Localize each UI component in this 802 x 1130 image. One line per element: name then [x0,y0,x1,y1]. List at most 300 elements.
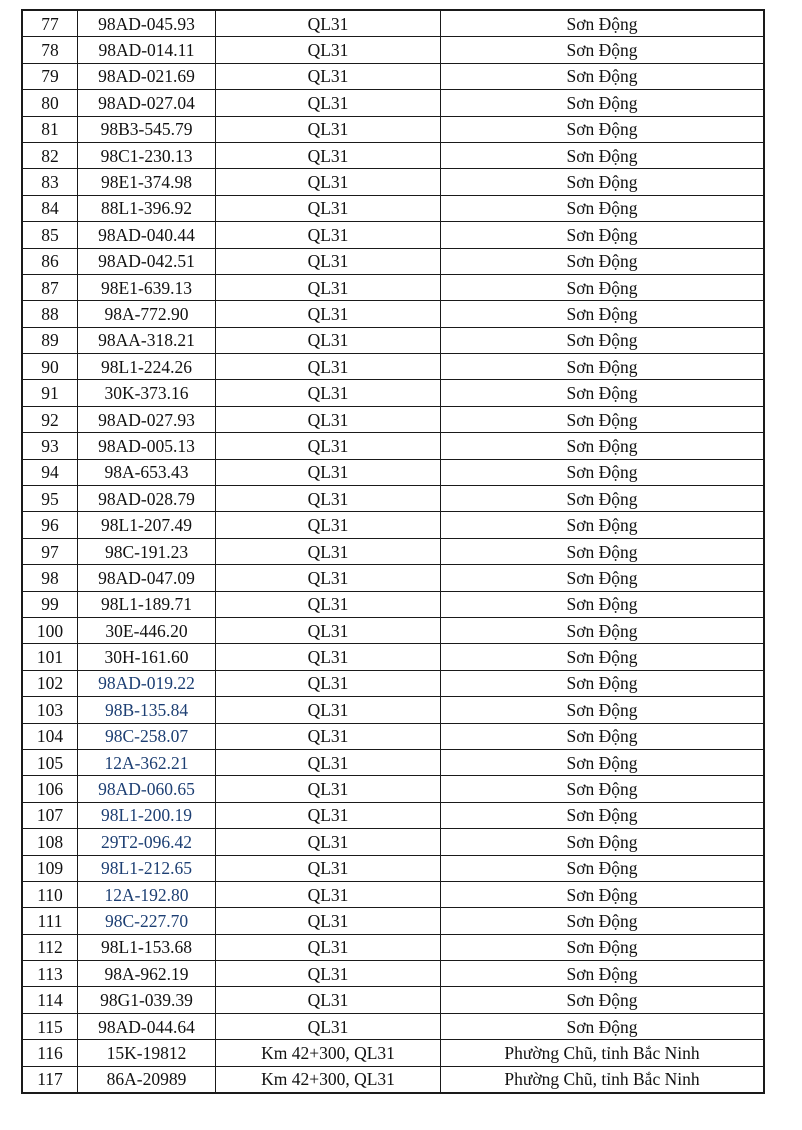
row-number-cell [22,459,78,485]
area-cell [441,222,765,248]
row-number-text: 103 [36,699,64,720]
location-text: QL31 [307,13,349,34]
area-cell [441,1066,765,1093]
license-plate-cell [78,274,216,300]
area-cell [441,512,765,538]
area-text: Sơn Động [566,356,638,377]
license-plate-cell [78,406,216,432]
area-text: Sơn Động [566,409,638,430]
table-row [22,459,764,485]
table-row [22,829,764,855]
location-cell [216,723,441,749]
table-row [22,749,764,775]
license-plate-cell [78,670,216,696]
row-number-text: 90 [41,356,59,377]
row-number-text: 104 [36,726,64,747]
license-plate-text: 98AD-042.51 [98,251,195,272]
location-cell [216,1040,441,1066]
row-number-text: 117 [37,1069,63,1090]
location-cell [216,459,441,485]
row-number-cell [22,380,78,406]
area-text: Sơn Động [566,620,638,641]
location-cell [216,512,441,538]
license-plate-text: 98A-772.90 [104,303,189,324]
row-number-cell [22,749,78,775]
row-number-cell [22,169,78,195]
area-cell [441,961,765,987]
area-text: Phường Chũ, tỉnh Bắc Ninh [504,1042,700,1063]
location-text: QL31 [307,277,349,298]
license-plate-cell [78,37,216,63]
location-text: QL31 [307,594,349,615]
table-row [22,354,764,380]
table-row [22,486,764,512]
area-text: Sơn Động [566,963,638,984]
table-row [22,617,764,643]
table-row [22,1013,764,1039]
license-plate-cell [78,908,216,934]
license-plate-text: 12A-362.21 [104,752,189,773]
area-cell [441,987,765,1013]
location-text: QL31 [307,910,349,931]
location-text: Km 42+300, QL31 [261,1069,395,1090]
table-row [22,1066,764,1093]
location-cell [216,565,441,591]
row-number-cell [22,908,78,934]
license-plate-text: 98AD-027.93 [98,409,195,430]
row-number-text: 92 [41,409,59,430]
area-cell [441,10,765,37]
area-text: Sơn Động [566,303,638,324]
table-row [22,1040,764,1066]
table-row [22,670,764,696]
license-plate-text: 98AD-047.09 [98,567,195,588]
row-number-cell [22,274,78,300]
location-text: QL31 [307,752,349,773]
license-plate-cell [78,354,216,380]
row-number-cell [22,591,78,617]
location-text: QL31 [307,620,349,641]
license-plate-text: 98L1-224.26 [101,356,192,377]
row-number-cell [22,10,78,37]
location-text: QL31 [307,330,349,351]
table-row [22,222,764,248]
area-text: Sơn Động [566,251,638,272]
location-text: QL31 [307,119,349,140]
license-plate-text: 98AD-005.13 [98,435,195,456]
license-plate-text: 98AD-045.93 [98,13,195,34]
license-plate-cell [78,961,216,987]
license-plate-cell [78,142,216,168]
table-row [22,195,764,221]
location-text: QL31 [307,541,349,562]
table-row [22,881,764,907]
license-plate-text: 30H-161.60 [104,647,189,668]
location-cell [216,776,441,802]
row-number-cell [22,63,78,89]
license-plate-text: 98E1-639.13 [101,277,192,298]
location-text: QL31 [307,224,349,245]
location-cell [216,538,441,564]
license-plate-text: 88L1-396.92 [101,198,192,219]
area-cell [441,697,765,723]
area-cell [441,829,765,855]
location-cell [216,961,441,987]
location-cell [216,169,441,195]
table-row [22,934,764,960]
license-plate-cell [78,1040,216,1066]
row-number-text: 102 [36,673,64,694]
row-number-cell [22,961,78,987]
license-plate-text: 98L1-153.68 [101,937,192,958]
row-number-text: 96 [41,515,59,536]
location-cell [216,881,441,907]
area-text: Sơn Động [566,462,638,483]
location-text: QL31 [307,858,349,879]
area-text: Sơn Động [566,383,638,404]
row-number-text: 86 [41,251,59,272]
table-row [22,802,764,828]
license-plate-text: 98AD-040.44 [98,224,195,245]
row-number-cell [22,195,78,221]
location-text: QL31 [307,435,349,456]
area-cell [441,670,765,696]
table-row [22,855,764,881]
location-cell [216,37,441,63]
license-plate-text: 98B-135.84 [104,699,189,720]
area-cell [441,908,765,934]
license-plate-cell [78,855,216,881]
row-number-cell [22,327,78,353]
row-number-cell [22,406,78,432]
table-row [22,248,764,274]
area-text: Sơn Động [566,40,638,61]
area-cell [441,169,765,195]
row-number-text: 77 [41,13,59,34]
location-text: QL31 [307,726,349,747]
row-number-cell [22,1013,78,1039]
table-row [22,538,764,564]
license-plate-text: 12A-192.80 [104,884,189,905]
location-text: QL31 [307,963,349,984]
license-plate-text: 98C-227.70 [104,910,189,931]
area-cell [441,749,765,775]
location-cell [216,380,441,406]
license-plate-text: 98B3-545.79 [100,119,193,140]
license-plate-text: 98AA-318.21 [98,330,195,351]
license-plate-cell [78,63,216,89]
table-row [22,961,764,987]
area-cell [441,274,765,300]
table-row [22,327,764,353]
location-cell [216,433,441,459]
table-row [22,142,764,168]
location-text: QL31 [307,488,349,509]
license-plate-cell [78,723,216,749]
area-cell [441,116,765,142]
area-text: Sơn Động [566,515,638,536]
row-number-text: 97 [41,541,59,562]
row-number-text: 94 [41,462,59,483]
license-plate-cell [78,90,216,116]
area-text: Sơn Động [566,119,638,140]
row-number-text: 93 [41,435,59,456]
location-cell [216,697,441,723]
license-plate-cell [78,459,216,485]
location-cell [216,116,441,142]
location-text: QL31 [307,462,349,483]
license-plate-cell [78,433,216,459]
location-cell [216,274,441,300]
row-number-text: 107 [36,805,64,826]
row-number-text: 108 [36,831,64,852]
area-text: Sơn Động [566,858,638,879]
area-text: Sơn Động [566,805,638,826]
area-text: Sơn Động [566,198,638,219]
license-plate-cell [78,248,216,274]
table-row [22,512,764,538]
license-plate-text: 98A-653.43 [104,462,189,483]
row-number-cell [22,802,78,828]
license-plate-cell [78,591,216,617]
area-cell [441,538,765,564]
license-plate-cell [78,486,216,512]
area-text: Sơn Động [566,831,638,852]
location-cell [216,802,441,828]
location-text: QL31 [307,831,349,852]
row-number-cell [22,116,78,142]
area-text: Sơn Động [566,594,638,615]
location-text: QL31 [307,92,349,113]
area-text: Sơn Động [566,567,638,588]
location-text: QL31 [307,673,349,694]
row-number-cell [22,697,78,723]
license-plate-cell [78,565,216,591]
location-text: QL31 [307,647,349,668]
location-cell [216,829,441,855]
area-text: Sơn Động [566,990,638,1011]
location-text: QL31 [307,937,349,958]
location-text: QL31 [307,805,349,826]
row-number-text: 114 [37,990,63,1011]
area-cell [441,195,765,221]
license-plate-text: 86A-20989 [106,1069,187,1090]
location-cell [216,1013,441,1039]
row-number-text: 83 [41,172,59,193]
row-number-cell [22,142,78,168]
row-number-cell [22,855,78,881]
location-cell [216,195,441,221]
area-text: Sơn Động [566,488,638,509]
row-number-cell [22,222,78,248]
table-row [22,723,764,749]
area-text: Sơn Động [566,910,638,931]
row-number-text: 85 [41,224,59,245]
location-cell [216,10,441,37]
area-text: Sơn Động [566,884,638,905]
area-text: Sơn Động [566,92,638,113]
area-cell [441,644,765,670]
license-plate-cell [78,1013,216,1039]
area-cell [441,617,765,643]
license-plate-text: 29T2-096.42 [101,831,192,852]
area-cell [441,881,765,907]
table-body [22,10,764,1093]
location-cell [216,222,441,248]
row-number-text: 112 [37,937,63,958]
row-number-text: 113 [37,963,63,984]
license-plate-text: 98L1-212.65 [101,858,192,879]
table-row [22,380,764,406]
area-cell [441,565,765,591]
area-cell [441,1013,765,1039]
area-cell [441,802,765,828]
row-number-cell [22,829,78,855]
license-plate-cell [78,301,216,327]
license-plate-cell [78,697,216,723]
location-cell [216,1066,441,1093]
row-number-text: 115 [37,1016,63,1037]
area-text: Sơn Động [566,435,638,456]
row-number-cell [22,644,78,670]
row-number-cell [22,881,78,907]
area-text: Sơn Động [566,726,638,747]
table-row [22,565,764,591]
license-plate-cell [78,934,216,960]
location-cell [216,406,441,432]
row-number-cell [22,776,78,802]
row-number-cell [22,934,78,960]
row-number-cell [22,354,78,380]
location-cell [216,63,441,89]
location-text: QL31 [307,40,349,61]
area-cell [441,63,765,89]
area-cell [441,591,765,617]
row-number-text: 101 [36,647,64,668]
area-text: Sơn Động [566,541,638,562]
location-text: QL31 [307,383,349,404]
location-cell [216,486,441,512]
table-row [22,406,764,432]
license-plate-text: 98C-191.23 [104,541,189,562]
row-number-text: 110 [37,884,63,905]
license-plate-text: 30E-446.20 [105,620,188,641]
location-text: QL31 [307,303,349,324]
area-cell [441,90,765,116]
location-cell [216,934,441,960]
row-number-text: 89 [41,330,59,351]
area-text: Phường Chũ, tỉnh Bắc Ninh [504,1069,700,1090]
row-number-cell [22,538,78,564]
row-number-text: 98 [41,567,59,588]
row-number-text: 80 [41,92,59,113]
table-row [22,697,764,723]
row-number-cell [22,37,78,63]
area-cell [441,142,765,168]
location-cell [216,855,441,881]
license-plate-cell [78,222,216,248]
license-plate-text: 98AD-060.65 [98,779,195,800]
location-cell [216,591,441,617]
area-cell [441,723,765,749]
location-text: QL31 [307,1016,349,1037]
area-cell [441,248,765,274]
location-text: QL31 [307,409,349,430]
row-number-text: 111 [37,910,63,931]
table-row [22,169,764,195]
table-row [22,274,764,300]
area-cell [441,855,765,881]
area-text: Sơn Động [566,145,638,166]
location-cell [216,90,441,116]
license-plate-text: 98L1-189.71 [101,594,192,615]
location-text: QL31 [307,172,349,193]
license-plate-cell [78,169,216,195]
location-text: QL31 [307,515,349,536]
license-plate-text: 98G1-039.39 [100,990,193,1011]
license-plate-text: 98AD-027.04 [98,92,195,113]
row-number-cell [22,433,78,459]
location-cell [216,670,441,696]
license-plate-text: 30K-373.16 [104,383,189,404]
license-plate-text: 15K-19812 [106,1042,187,1063]
location-cell [216,908,441,934]
table-row [22,433,764,459]
license-plate-cell [78,776,216,802]
area-cell [441,301,765,327]
area-cell [441,459,765,485]
area-cell [441,776,765,802]
area-cell [441,37,765,63]
area-cell [441,934,765,960]
row-number-cell [22,723,78,749]
violations-table [21,9,765,1094]
license-plate-text: 98AD-021.69 [98,66,195,87]
license-plate-cell [78,1066,216,1093]
row-number-cell [22,486,78,512]
license-plate-cell [78,987,216,1013]
row-number-text: 79 [41,66,59,87]
row-number-cell [22,565,78,591]
row-number-cell [22,1040,78,1066]
area-cell [441,327,765,353]
location-text: QL31 [307,145,349,166]
row-number-text: 100 [36,620,64,641]
license-plate-text: 98C-258.07 [104,726,189,747]
table-row [22,908,764,934]
location-cell [216,644,441,670]
license-plate-text: 98AD-014.11 [98,40,195,61]
row-number-cell [22,670,78,696]
area-cell [441,380,765,406]
area-cell [441,406,765,432]
license-plate-cell [78,749,216,775]
area-text: Sơn Động [566,699,638,720]
location-text: QL31 [307,567,349,588]
row-number-text: 82 [41,145,59,166]
row-number-cell [22,1066,78,1093]
location-text: QL31 [307,356,349,377]
row-number-text: 88 [41,303,59,324]
row-number-text: 78 [41,40,59,61]
location-cell [216,142,441,168]
location-cell [216,301,441,327]
license-plate-cell [78,538,216,564]
location-cell [216,749,441,775]
row-number-text: 109 [36,858,64,879]
area-text: Sơn Động [566,779,638,800]
license-plate-text: 98C1-230.13 [100,145,193,166]
